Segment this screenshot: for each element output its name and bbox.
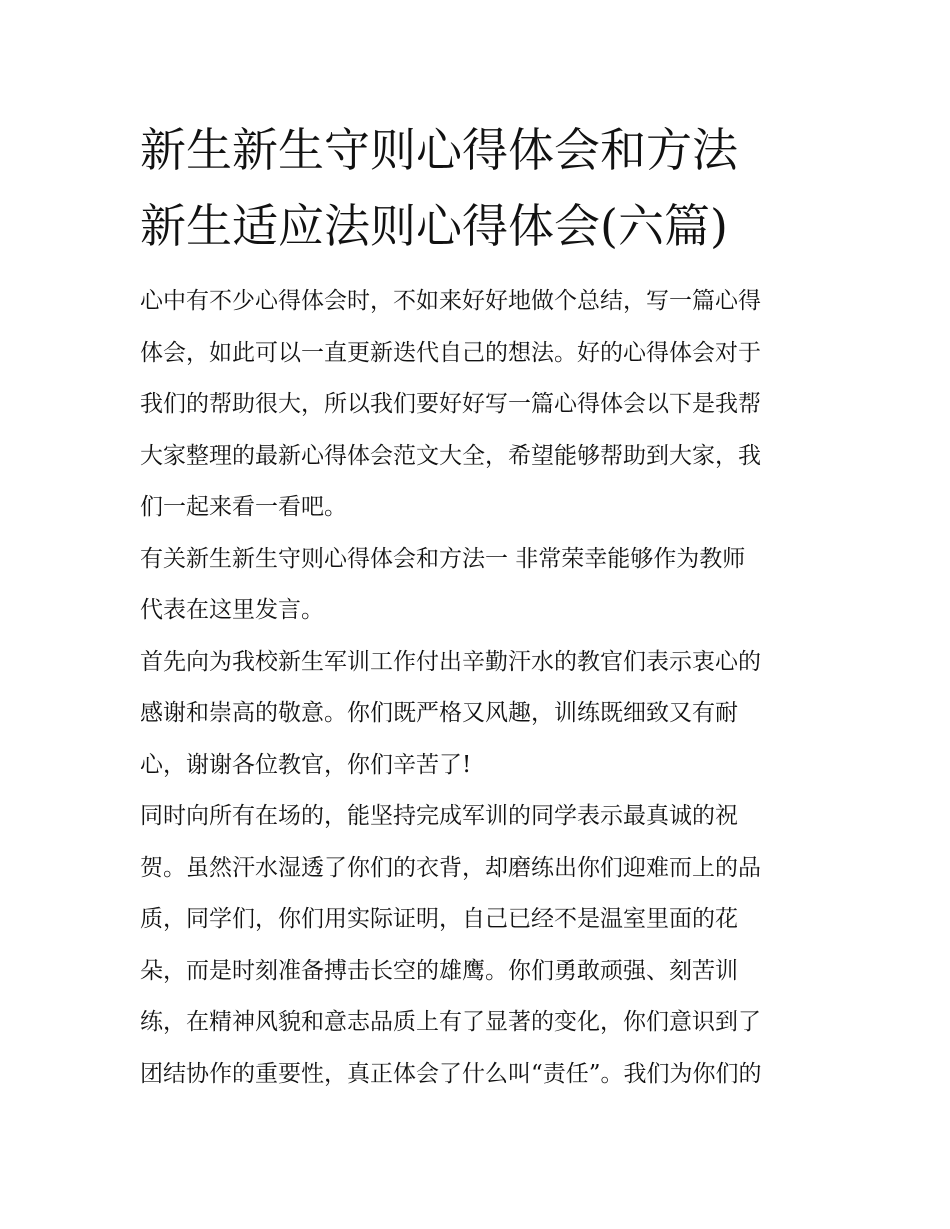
- text-line: 有关新生新生守则心得体会和方法一 非常荣幸能够作为教师: [140, 545, 746, 572]
- title-line: 新生新生守则心得体会和方法: [140, 123, 738, 177]
- text-line: 心，谢谢各位教官，你们辛苦了!: [140, 751, 472, 778]
- text-line: 感谢和崇高的敬意。你们既严格又风趣，训练既细致又有耐: [140, 700, 738, 726]
- paragraph-thanks-instructors: [140, 637, 820, 792]
- text-line: 首先向为我校新生军训工作付出辛勤汗水的教官们表示衷心的: [140, 648, 761, 675]
- text-line: 代表在这里发言。: [140, 597, 324, 623]
- text-line: 团结协作的重要性，真正体会了什么叫“责任”。我们为你们的: [140, 1060, 762, 1087]
- text-line: 们一起来看一看吧。: [140, 494, 347, 520]
- paragraph-section-one: [140, 534, 820, 637]
- text-line: 心中有不少心得体会时，不如来好好地做个总结，写一篇心得: [140, 288, 761, 314]
- text-line: 练，在精神风貌和意志品质上有了显著的变化，你们意识到了: [140, 1009, 761, 1035]
- text-line: 我们的帮助很大，所以我们要好好写一篇心得体会以下是我帮: [140, 391, 761, 417]
- text-line: 质，同学们，你们用实际证明，自己已经不是温室里面的花: [140, 906, 738, 932]
- text-line: 大家整理的最新心得体会范文大全，希望能够帮助到大家，我: [140, 442, 761, 469]
- text-line: 体会，如此可以一直更新迭代自己的想法。好的心得体会对于: [140, 339, 761, 366]
- paragraph-congratulations: [140, 791, 820, 1100]
- document-title: [140, 112, 840, 264]
- text-line: 同时向所有在场的，能坚持完成军训的同学表示最真诚的祝: [140, 803, 738, 829]
- text-line: 贺。虽然汗水湿透了你们的衣背，却磨练出你们迎难而上的品: [140, 854, 761, 881]
- text-line: 朵，而是时刻准备搏击长空的雄鹰。你们勇敢顽强、刻苦训: [140, 957, 738, 984]
- title-line: 新生适应法则心得体会(六篇): [140, 199, 728, 253]
- paragraph-intro: [140, 276, 820, 534]
- document-body: [140, 276, 820, 1100]
